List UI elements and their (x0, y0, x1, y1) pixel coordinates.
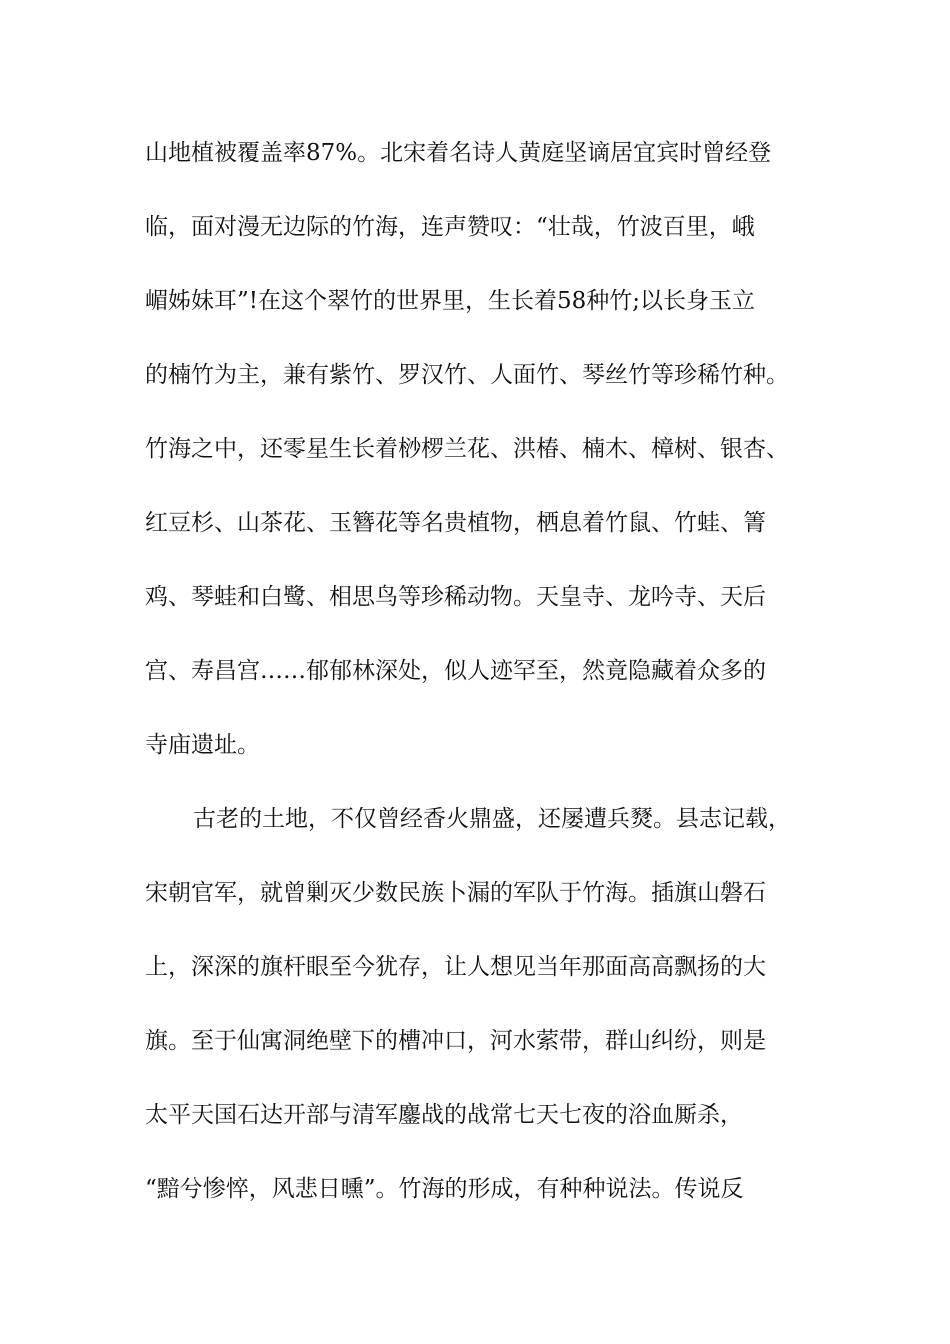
text-line: 宋朝官军，就曾剿灭少数民族卜漏的军队于竹海。插旗山磐石 (145, 880, 766, 906)
paragraph-start-line: 古老的土地，不仅曾经香火鼎盛，还屡遭兵燹。县志记载， (193, 806, 791, 832)
text-line: 嵋姊妹耳”!在这个翠竹的世界里，生长着58种竹;以长身玉立 (145, 288, 756, 314)
text-line: 的楠竹为主，兼有紫竹、罗汉竹、人面竹、琴丝竹等珍稀竹种。 (145, 362, 789, 388)
text-line: “黯兮惨悴，风悲日曛”。竹海的形成，有种种说法。传说反 (145, 1176, 744, 1202)
text-line: 竹海之中，还零星生长着桫椤兰花、洪椿、楠木、樟树、银杏、 (145, 436, 789, 462)
text-line: 山地植被覆盖率87%。北宋着名诗人黄庭坚谪居宜宾时曾经登 (145, 140, 772, 166)
text-line: 旗。至于仙寓洞绝壁下的槽冲口，河水萦带，群山纠纷，则是 (145, 1028, 766, 1054)
text-line: 临，面对漫无边际的竹海，连声赞叹：“壮哉，竹波百里，峨 (145, 214, 755, 240)
text-line: 红豆杉、山茶花、玉簪花等名贵植物，栖息着竹鼠、竹蛙、箐 (145, 510, 766, 536)
body-text (145, 130, 825, 1240)
text-line: 宫、寿昌宫……郁郁林深处，似人迹罕至，然竟隐藏着众多的 (145, 658, 766, 684)
text-line: 上，深深的旗杆眼至今犹存，让人想见当年那面高高飘扬的大 (145, 954, 766, 980)
text-line: 寺庙遗址。 (145, 732, 260, 758)
text-line: 太平天国石达开部与清军鏖战的战常七天七夜的浴血厮杀， (145, 1102, 743, 1128)
text-line: 鸡、琴蛙和白鹭、相思鸟等珍稀动物。天皇寺、龙吟寺、天后 (145, 584, 766, 610)
